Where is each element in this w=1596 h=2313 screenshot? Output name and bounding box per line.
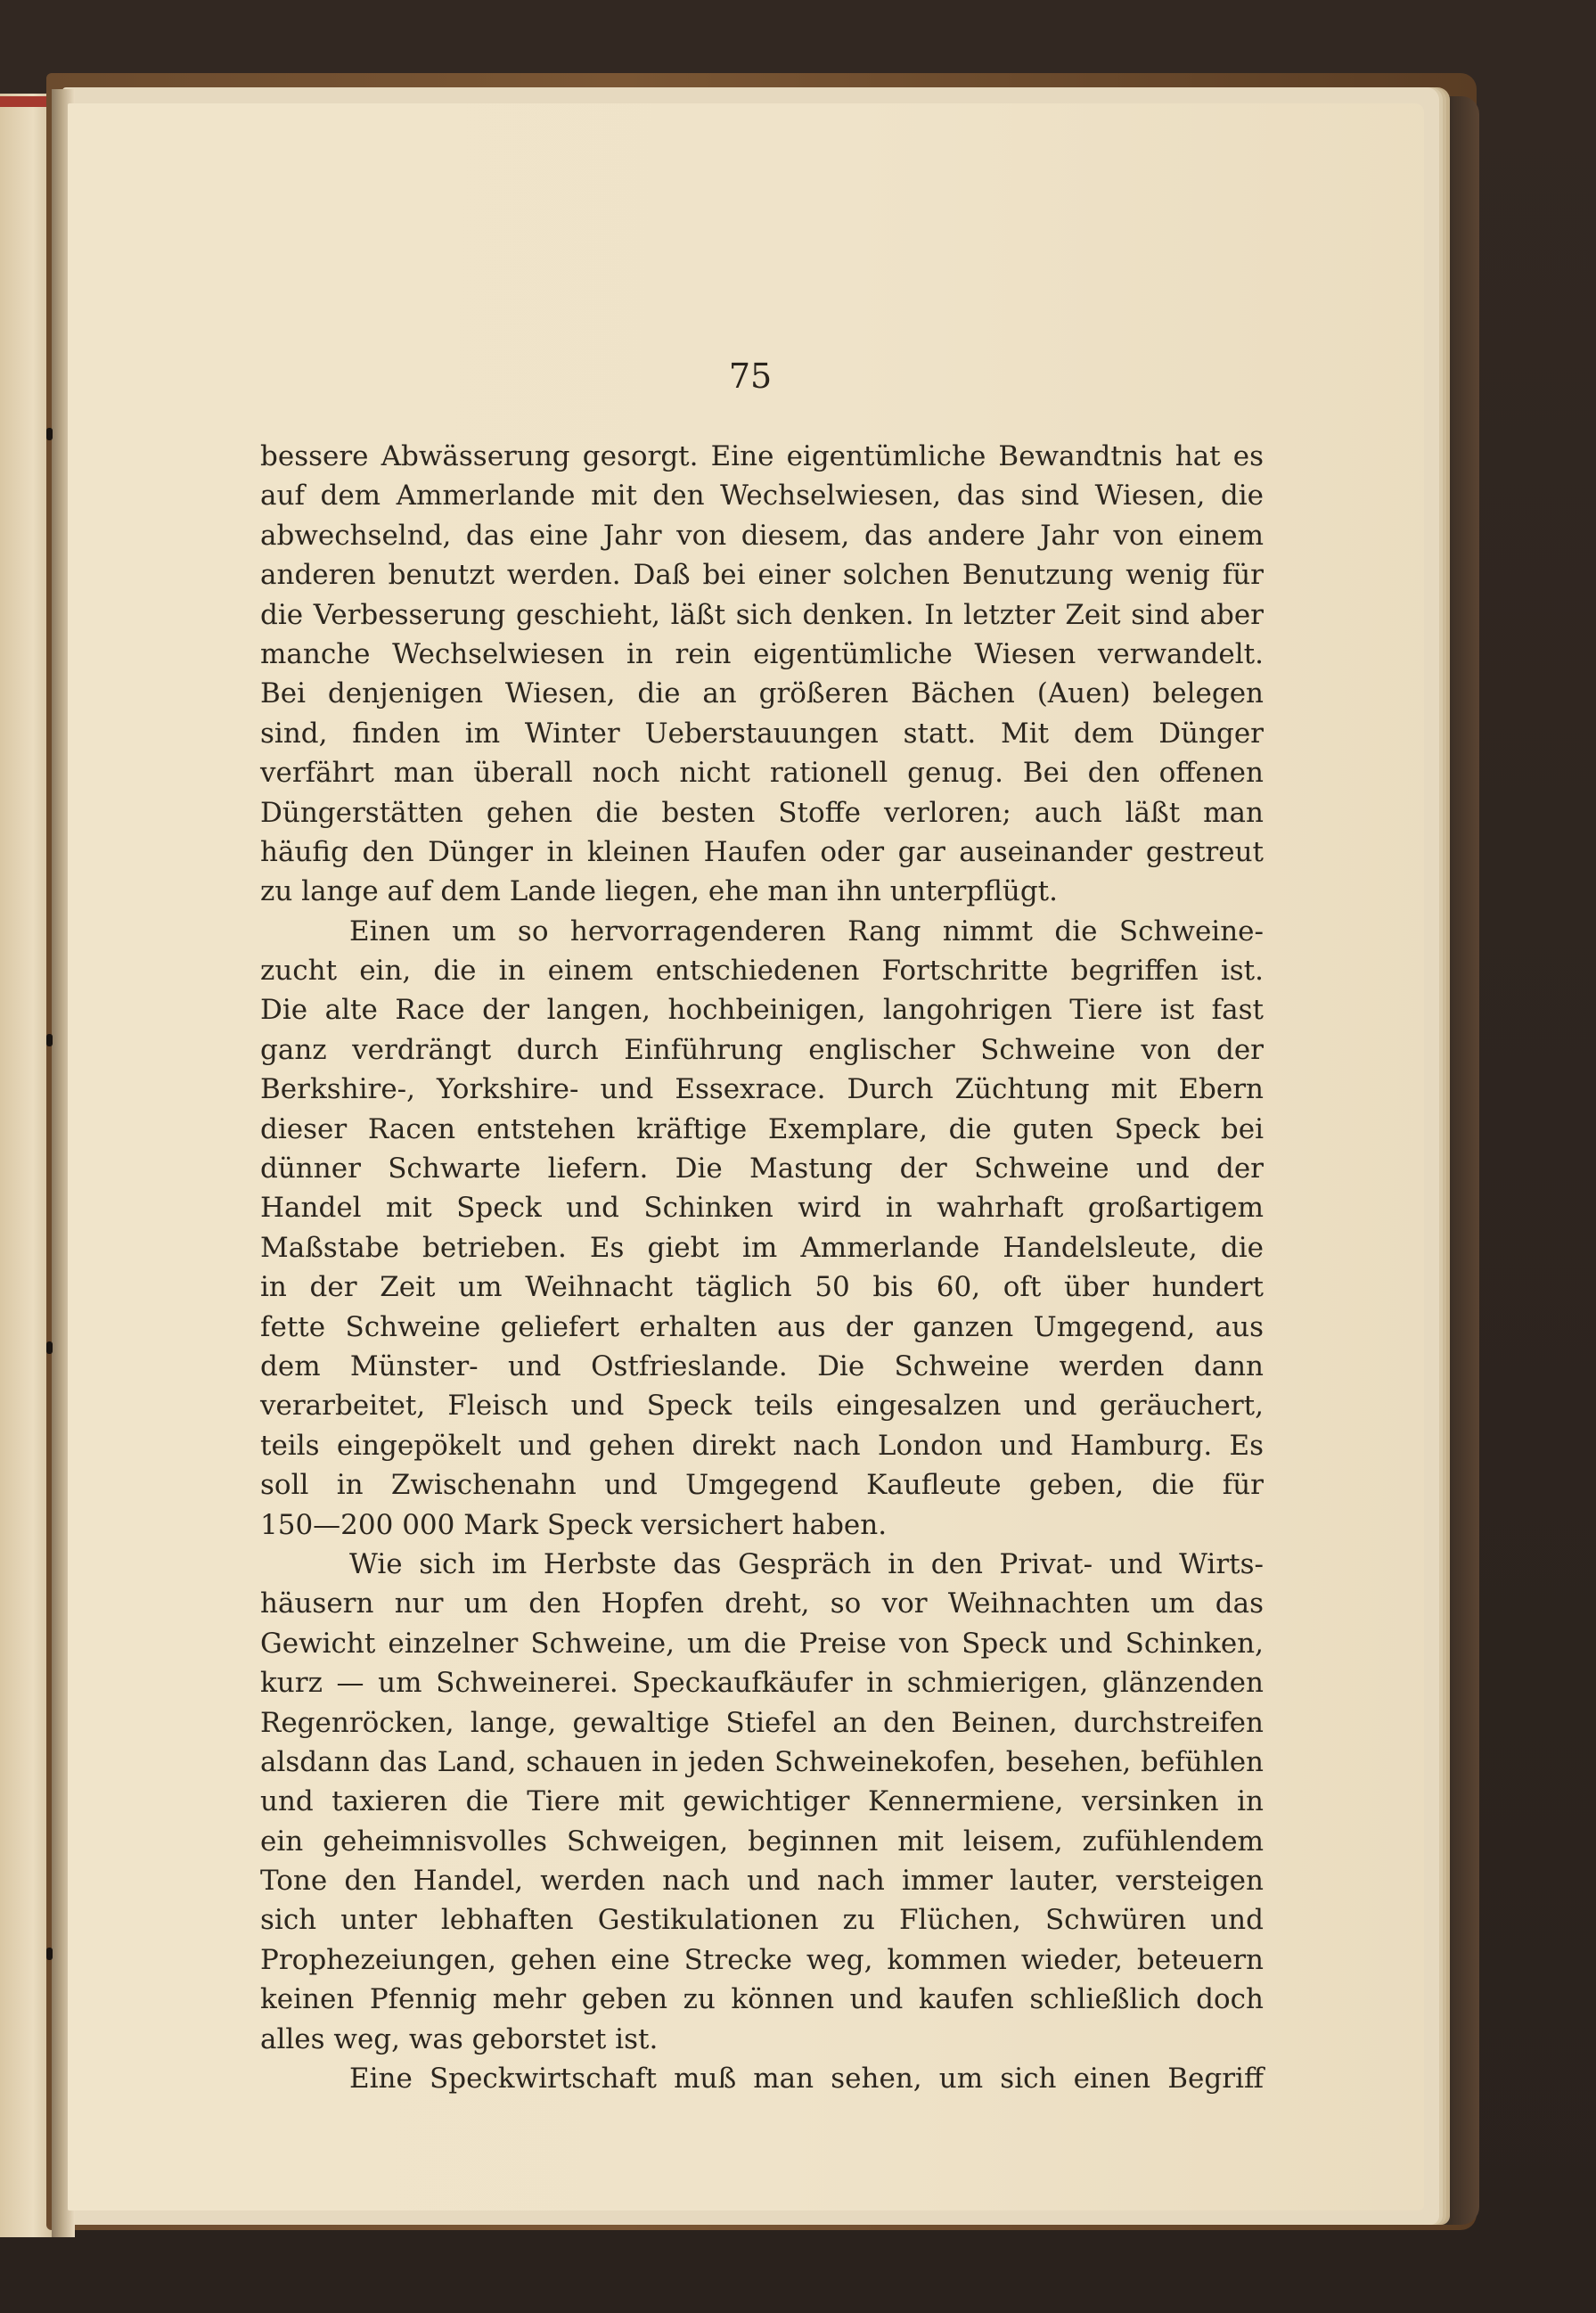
text-line: 150—200 000 Mark Speck versichert haben. xyxy=(260,1508,888,1541)
text-line: Eine Speckwirtschaft muß man sehen, um sich einen Begriff xyxy=(349,2063,1264,2096)
text-line: häufig den Dünger in kleinen Haufen oder gar auseinander gestreut xyxy=(260,835,1264,868)
text-line: alles weg, was geborstet ist. xyxy=(260,2022,659,2055)
margin-mark xyxy=(46,1948,53,1960)
text-line: alsdann das Land, schauen in jeden Schweinekofen, besehen, befühlen xyxy=(260,1745,1264,1778)
text-line: fette Schweine geliefert erhalten aus der ganzen Umgegend, aus xyxy=(260,1310,1264,1343)
text-line: Wie sich im Herbste das Gespräch in den Privat- und Wirts- xyxy=(349,1547,1264,1580)
text-line: häusern nur um den Hopfen dreht, so vor Weihnachten um das xyxy=(260,1587,1264,1620)
text-line: Gewicht einzelner Schweine, um die Preise von Speck und Schinken, xyxy=(260,1627,1264,1660)
text-line: dieser Racen entstehen kräftige Exemplare, die guten Speck bei xyxy=(260,1112,1264,1145)
text-line: Handel mit Speck und Schinken wird in wahrhaft großartigem xyxy=(260,1192,1264,1225)
text-line: zu lange auf dem Lande liegen, ehe man ihn unterpflügt. xyxy=(260,875,1058,908)
text-line: dünner Schwarte liefern. Die Mastung der Schweine und der xyxy=(260,1152,1264,1185)
text-line: sich unter lebhaften Gestikulationen zu Flüchen, Schwüren und xyxy=(260,1904,1264,1937)
text-line: anderen benutzt werden. Daß bei einer solchen Benutzung wenig für xyxy=(260,559,1264,592)
text-line: Regenröcken, lange, gewaltige Stiefel an den Beinen, durchstreifen xyxy=(260,1706,1264,1739)
text-line: Maßstabe betrieben. Es giebt im Ammerlande Handelsleute, die xyxy=(260,1231,1264,1264)
text-line: Die alte Race der langen, hochbeinigen, langohrigen Tiere ist fast xyxy=(260,994,1264,1027)
text-line: keinen Pfennig mehr geben zu können und kaufen schließlich doch xyxy=(260,1983,1264,2016)
page-number: 75 xyxy=(728,357,773,396)
text-line: Bei denjenigen Wiesen, die an größeren Bächen (Auen) belegen xyxy=(260,677,1264,710)
text-line: kurz — um Schweinerei. Speckaufkäufer in schmierigen, glänzenden xyxy=(260,1667,1264,1700)
text-line: in der Zeit um Weihnacht täglich 50 bis 60, oft über hundert xyxy=(260,1271,1264,1304)
text-line: bessere Abwässerung gesorgt. Eine eigentümliche Bewandtnis hat es xyxy=(260,440,1264,472)
text-line: soll in Zwischenahn und Umgegend Kaufleute geben, die für xyxy=(260,1469,1264,1502)
text-line: manche Wechselwiesen in rein eigentümliche Wiesen verwandelt. xyxy=(260,637,1264,670)
text-line: und taxieren die Tiere mit gewichtiger Kennermiene, versinken in xyxy=(260,1785,1264,1818)
margin-mark xyxy=(46,1341,53,1354)
text-line: Berkshire-, Yorkshire- und Essexrace. Durch Züchtung mit Ebern xyxy=(260,1073,1264,1106)
text-line: ein geheimnisvolles Schweigen, beginnen mit leisem, zufühlendem xyxy=(260,1825,1264,1858)
text-line: ganz verdrängt durch Einführung englischer Schweine von der xyxy=(260,1033,1264,1066)
text-line: verfährt man überall noch nicht rationell genug. Bei den offenen xyxy=(260,757,1264,790)
page-text xyxy=(260,437,1264,2098)
text-line: die Verbesserung geschieht, läßt sich denken. In letzter Zeit sind aber xyxy=(260,598,1264,631)
text-line: verarbeitet, Fleisch und Speck teils eingesalzen und geräuchert, xyxy=(260,1390,1264,1423)
text-line: abwechselnd, das eine Jahr von diesem, das andere Jahr von einem xyxy=(260,519,1264,552)
text-line: auf dem Ammerlande mit den Wechselwiesen, das sind Wiesen, die xyxy=(260,480,1264,513)
text-line: zucht ein, die in einem entschiedenen Fortschritte begriffen ist. xyxy=(260,955,1264,988)
margin-mark xyxy=(46,428,53,440)
text-line: Prophezeiungen, gehen eine Strecke weg, kommen wieder, beteuern xyxy=(260,1943,1264,1976)
text-line: Einen um so hervorragenderen Rang nimmt die Schweine- xyxy=(349,915,1264,947)
text-line: teils eingepökelt und gehen direkt nach London und Hamburg. Es xyxy=(260,1429,1264,1462)
text-line: Düngerstätten gehen die besten Stoffe verloren; auch läßt man xyxy=(260,796,1264,829)
text-line: Tone den Handel, werden nach und nach immer lauter, versteigen xyxy=(260,1865,1264,1898)
margin-mark xyxy=(46,1034,53,1046)
text-line: sind, finden im Winter Ueberstauungen statt. Mit dem Dünger xyxy=(260,717,1264,750)
text-line: dem Münster- und Ostfrieslande. Die Schweine werden dann xyxy=(260,1349,1264,1382)
book-page xyxy=(68,103,1424,2210)
